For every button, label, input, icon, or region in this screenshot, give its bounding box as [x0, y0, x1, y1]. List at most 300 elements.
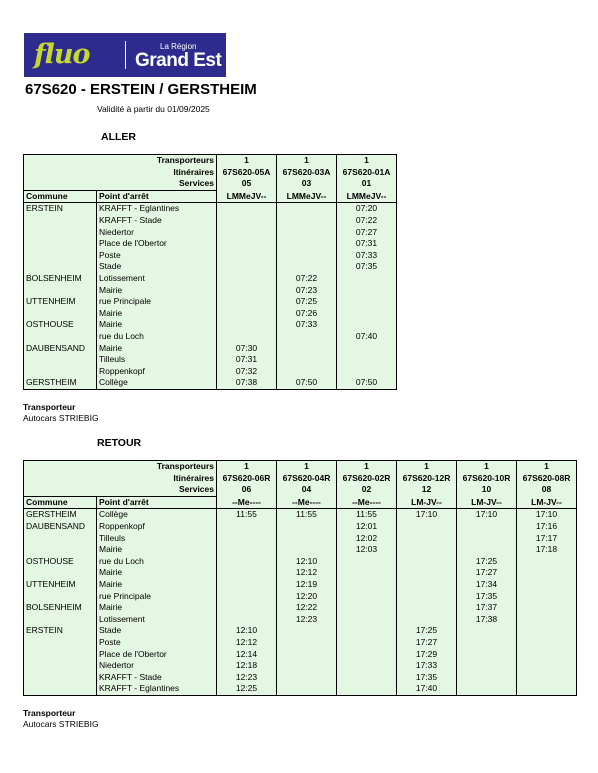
retour-time-cell	[397, 544, 457, 556]
aller-commune-cell: ERSTEIN	[24, 203, 97, 215]
retour-col-service: 08	[517, 484, 577, 496]
aller-stop-cell: Lotissement	[97, 273, 217, 285]
aller-table-row	[24, 227, 397, 239]
aller-time-cell	[277, 261, 337, 273]
retour-time-cell	[517, 637, 577, 649]
fluo-grand-est-logo	[24, 33, 226, 77]
retour-stop-cell: Mairie	[97, 544, 217, 556]
aller-col-transporteur: 1	[337, 155, 397, 167]
aller-time-cell: 07:27	[337, 227, 397, 239]
retour-stop-cell: Place de l'Obertor	[97, 649, 217, 661]
aller-commune-cell: GERSTHEIM	[24, 377, 97, 389]
retour-table-row	[24, 567, 577, 579]
retour-time-cell: 17:17	[517, 533, 577, 545]
retour-time-cell: 17:38	[457, 614, 517, 626]
retour-time-cell	[217, 614, 277, 626]
retour-header-label-service: Services	[24, 484, 217, 496]
retour-time-cell	[517, 625, 577, 637]
aller-col-transporteur: 1	[217, 155, 277, 167]
aller-time-cell	[217, 261, 277, 273]
retour-col-service: 12	[397, 484, 457, 496]
retour-time-cell	[457, 672, 517, 684]
aller-table-row	[24, 250, 397, 262]
aller-header-row-itineraire	[24, 167, 397, 179]
aller-time-cell	[277, 203, 337, 215]
retour-commune-cell: BOLSENHEIM	[24, 602, 97, 614]
retour-time-cell: 17:33	[397, 660, 457, 672]
retour-time-cell: 12:23	[277, 614, 337, 626]
aller-stop-cell: Tilleuls	[97, 354, 217, 366]
retour-table-row	[24, 509, 577, 521]
retour-time-cell: 12:22	[277, 602, 337, 614]
retour-col-itineraire: 67S620-12R	[397, 473, 457, 485]
retour-time-cell	[337, 591, 397, 603]
aller-time-cell	[217, 238, 277, 250]
aller-header-row-stops	[24, 190, 397, 203]
retour-stop-cell: Niedertor	[97, 660, 217, 672]
aller-time-cell: 07:22	[277, 273, 337, 285]
aller-table-row	[24, 215, 397, 227]
retour-time-cell	[337, 556, 397, 568]
retour-time-cell	[397, 567, 457, 579]
aller-table-row	[24, 238, 397, 250]
aller-header-label-itineraire: Itinéraires	[24, 167, 217, 179]
retour-time-cell	[457, 533, 517, 545]
retour-col-days: LM-JV--	[517, 496, 577, 509]
aller-col-transporteur: 1	[277, 155, 337, 167]
retour-table-row	[24, 672, 577, 684]
retour-time-cell: 11:55	[337, 509, 397, 521]
retour-time-cell: 17:10	[397, 509, 457, 521]
retour-header-commune: Commune	[24, 496, 97, 509]
retour-col-service: 04	[277, 484, 337, 496]
aller-heading: ALLER	[101, 131, 136, 143]
aller-header-commune: Commune	[24, 190, 97, 203]
aller-time-cell: 07:35	[337, 261, 397, 273]
aller-col-days: LMMeJV--	[337, 190, 397, 203]
retour-col-itineraire: 67S620-06R	[217, 473, 277, 485]
aller-time-cell	[217, 273, 277, 285]
retour-time-cell	[517, 591, 577, 603]
aller-stop-cell: Mairie	[97, 308, 217, 320]
retour-table-row	[24, 602, 577, 614]
retour-time-cell	[457, 660, 517, 672]
aller-commune-cell	[24, 227, 97, 239]
aller-table-row	[24, 366, 397, 378]
retour-table-row	[24, 660, 577, 672]
retour-time-cell: 12:18	[217, 660, 277, 672]
retour-stop-cell: KRAFFT - Eglantines	[97, 683, 217, 695]
retour-commune-cell	[24, 533, 97, 545]
aller-table-row	[24, 273, 397, 285]
aller-stop-cell: Mairie	[97, 319, 217, 331]
retour-col-service: 10	[457, 484, 517, 496]
retour-time-cell	[337, 637, 397, 649]
retour-time-cell: 12:23	[217, 672, 277, 684]
retour-commune-cell	[24, 591, 97, 603]
aller-stop-cell: rue Principale	[97, 296, 217, 308]
retour-col-service: 02	[337, 484, 397, 496]
retour-time-cell: 12:12	[217, 637, 277, 649]
retour-time-cell: 12:14	[217, 649, 277, 661]
retour-time-cell	[517, 660, 577, 672]
retour-time-cell	[517, 567, 577, 579]
retour-commune-cell	[24, 567, 97, 579]
aller-col-service: 05	[217, 178, 277, 190]
retour-time-cell	[277, 521, 337, 533]
aller-table-row	[24, 296, 397, 308]
aller-time-cell: 07:31	[217, 354, 277, 366]
retour-col-days: --Me----	[337, 496, 397, 509]
retour-time-cell: 17:25	[457, 556, 517, 568]
retour-time-cell	[517, 556, 577, 568]
retour-stop-cell: Poste	[97, 637, 217, 649]
aller-header-stop: Point d'arrêt	[97, 190, 217, 203]
aller-time-cell	[337, 343, 397, 355]
aller-time-cell	[217, 227, 277, 239]
retour-time-cell	[277, 544, 337, 556]
retour-table-row	[24, 649, 577, 661]
aller-stop-cell: Collège	[97, 377, 217, 389]
retour-stop-cell: Mairie	[97, 567, 217, 579]
aller-time-cell	[217, 296, 277, 308]
retour-time-cell	[337, 672, 397, 684]
aller-time-cell	[217, 285, 277, 297]
retour-time-cell	[457, 625, 517, 637]
retour-table-row	[24, 533, 577, 545]
aller-stop-cell: Mairie	[97, 285, 217, 297]
retour-table-row	[24, 591, 577, 603]
aller-time-cell: 07:26	[277, 308, 337, 320]
retour-time-cell	[517, 602, 577, 614]
aller-table-row	[24, 331, 397, 343]
retour-time-cell: 17:35	[397, 672, 457, 684]
aller-time-cell	[217, 308, 277, 320]
retour-time-cell	[337, 602, 397, 614]
retour-time-cell	[337, 625, 397, 637]
retour-col-service: 06	[217, 484, 277, 496]
retour-table-row	[24, 521, 577, 533]
aller-col-itineraire: 67S620-01A	[337, 167, 397, 179]
aller-time-cell	[277, 331, 337, 343]
aller-col-days: LMMeJV--	[277, 190, 337, 203]
aller-time-cell: 07:23	[277, 285, 337, 297]
aller-table-row	[24, 377, 397, 389]
aller-time-cell	[277, 354, 337, 366]
aller-header-label-transporteur: Transporteurs	[24, 155, 217, 167]
logo-divider	[125, 41, 126, 69]
retour-header-row-stops	[24, 496, 577, 509]
aller-header-row-transporteur	[24, 155, 397, 167]
aller-header-label-service: Services	[24, 178, 217, 190]
aller-time-cell	[217, 250, 277, 262]
retour-header-row-itineraire	[24, 473, 577, 485]
retour-time-cell: 11:55	[277, 509, 337, 521]
retour-time-cell	[457, 683, 517, 695]
aller-col-service: 03	[277, 178, 337, 190]
aller-time-cell	[337, 273, 397, 285]
retour-table-row	[24, 544, 577, 556]
retour-stop-cell: Tilleuls	[97, 533, 217, 545]
aller-col-service: 01	[337, 178, 397, 190]
aller-time-cell	[337, 285, 397, 297]
retour-col-itineraire: 67S620-10R	[457, 473, 517, 485]
retour-time-cell	[337, 614, 397, 626]
retour-commune-cell: UTTENHEIM	[24, 579, 97, 591]
aller-time-cell: 07:22	[337, 215, 397, 227]
retour-time-cell	[277, 683, 337, 695]
retour-time-cell: 12:12	[277, 567, 337, 579]
aller-col-itineraire: 67S620-03A	[277, 167, 337, 179]
retour-time-cell: 11:55	[217, 509, 277, 521]
aller-stop-cell: Niedertor	[97, 227, 217, 239]
aller-commune-cell: BOLSENHEIM	[24, 273, 97, 285]
aller-table-row	[24, 285, 397, 297]
aller-time-cell	[217, 331, 277, 343]
retour-commune-cell	[24, 614, 97, 626]
retour-col-itineraire: 67S620-08R	[517, 473, 577, 485]
retour-stop-cell: Lotissement	[97, 614, 217, 626]
retour-time-cell	[397, 579, 457, 591]
retour-time-cell: 17:27	[397, 637, 457, 649]
retour-time-cell: 12:19	[277, 579, 337, 591]
aller-table-row	[24, 261, 397, 273]
retour-table-row	[24, 625, 577, 637]
retour-time-cell: 17:37	[457, 602, 517, 614]
aller-header-row-service	[24, 178, 397, 190]
retour-time-cell	[217, 544, 277, 556]
retour-time-cell	[277, 660, 337, 672]
aller-table-row	[24, 203, 397, 215]
aller-stop-cell: Stade	[97, 261, 217, 273]
retour-time-cell	[217, 533, 277, 545]
retour-time-cell	[337, 649, 397, 661]
logo-region-small: La Région	[160, 42, 197, 51]
retour-transporteur-name: Autocars STRIEBIG	[23, 719, 99, 729]
aller-commune-cell	[24, 285, 97, 297]
aller-table-row	[24, 354, 397, 366]
retour-time-cell: 12:02	[337, 533, 397, 545]
retour-time-cell	[457, 521, 517, 533]
retour-col-itineraire: 67S620-04R	[277, 473, 337, 485]
retour-stop-cell: rue Principale	[97, 591, 217, 603]
retour-commune-cell: OSTHOUSE	[24, 556, 97, 568]
retour-commune-cell	[24, 649, 97, 661]
aller-time-cell: 07:20	[337, 203, 397, 215]
aller-time-cell: 07:30	[217, 343, 277, 355]
aller-time-cell	[217, 319, 277, 331]
aller-time-cell	[337, 366, 397, 378]
retour-time-cell	[517, 614, 577, 626]
retour-header-stop: Point d'arrêt	[97, 496, 217, 509]
retour-time-cell: 17:34	[457, 579, 517, 591]
aller-time-cell	[277, 238, 337, 250]
aller-commune-cell	[24, 261, 97, 273]
aller-stop-cell: Mairie	[97, 343, 217, 355]
aller-time-cell: 07:38	[217, 377, 277, 389]
retour-time-cell	[277, 649, 337, 661]
retour-time-cell	[397, 614, 457, 626]
retour-time-cell	[217, 567, 277, 579]
retour-col-itineraire: 67S620-02R	[337, 473, 397, 485]
retour-timetable	[23, 460, 577, 696]
retour-col-days: LM-JV--	[397, 496, 457, 509]
retour-time-cell	[457, 544, 517, 556]
retour-time-cell: 12:20	[277, 591, 337, 603]
retour-time-cell: 17:29	[397, 649, 457, 661]
retour-commune-cell	[24, 660, 97, 672]
aller-time-cell: 07:25	[277, 296, 337, 308]
aller-time-cell: 07:31	[337, 238, 397, 250]
retour-time-cell	[397, 591, 457, 603]
aller-time-cell: 07:32	[217, 366, 277, 378]
page-title: 67S620 - ERSTEIN / GERSTHEIM	[25, 81, 257, 98]
retour-time-cell: 12:25	[217, 683, 277, 695]
aller-transporteur-name: Autocars STRIEBIG	[23, 413, 99, 423]
retour-col-transporteur: 1	[217, 461, 277, 473]
retour-time-cell	[457, 649, 517, 661]
retour-time-cell	[217, 556, 277, 568]
retour-time-cell	[337, 567, 397, 579]
aller-commune-cell	[24, 366, 97, 378]
aller-time-cell	[217, 203, 277, 215]
retour-time-cell	[337, 683, 397, 695]
aller-time-cell: 07:33	[337, 250, 397, 262]
retour-time-cell: 17:27	[457, 567, 517, 579]
retour-commune-cell: GERSTHEIM	[24, 509, 97, 521]
aller-transporteur-heading: Transporteur	[23, 402, 76, 412]
retour-stop-cell: rue du Loch	[97, 556, 217, 568]
retour-table-row	[24, 683, 577, 695]
retour-time-cell	[397, 602, 457, 614]
retour-time-cell	[337, 579, 397, 591]
retour-col-transporteur: 1	[397, 461, 457, 473]
aller-time-cell	[277, 366, 337, 378]
aller-col-days: LMMeJV--	[217, 190, 277, 203]
retour-col-transporteur: 1	[337, 461, 397, 473]
retour-header-label-transporteur: Transporteurs	[24, 461, 217, 473]
retour-time-cell	[337, 660, 397, 672]
aller-commune-cell	[24, 331, 97, 343]
aller-commune-cell: OSTHOUSE	[24, 319, 97, 331]
aller-commune-cell: UTTENHEIM	[24, 296, 97, 308]
aller-commune-cell	[24, 354, 97, 366]
retour-time-cell	[277, 637, 337, 649]
retour-transporteur-heading: Transporteur	[23, 708, 76, 718]
retour-col-transporteur: 1	[517, 461, 577, 473]
retour-col-days: --Me----	[217, 496, 277, 509]
logo-region-big: Grand Est	[135, 50, 222, 71]
aller-table-row	[24, 319, 397, 331]
aller-time-cell	[277, 343, 337, 355]
retour-stop-cell: Collège	[97, 509, 217, 521]
retour-time-cell: 17:35	[457, 591, 517, 603]
retour-time-cell: 12:03	[337, 544, 397, 556]
retour-table-row	[24, 556, 577, 568]
aller-table-row	[24, 308, 397, 320]
validity-date: Validité à partir du 01/09/2025	[97, 104, 210, 114]
retour-time-cell	[457, 637, 517, 649]
aller-time-cell: 07:40	[337, 331, 397, 343]
aller-time-cell	[337, 308, 397, 320]
retour-commune-cell	[24, 672, 97, 684]
retour-time-cell	[397, 556, 457, 568]
retour-time-cell: 17:25	[397, 625, 457, 637]
retour-time-cell	[277, 672, 337, 684]
retour-time-cell	[397, 521, 457, 533]
aller-time-cell: 07:33	[277, 319, 337, 331]
retour-commune-cell	[24, 544, 97, 556]
retour-table-row	[24, 614, 577, 626]
aller-commune-cell	[24, 215, 97, 227]
retour-header-label-itineraire: Itinéraires	[24, 473, 217, 485]
aller-time-cell	[337, 296, 397, 308]
retour-time-cell: 17:18	[517, 544, 577, 556]
retour-time-cell	[517, 579, 577, 591]
aller-commune-cell: DAUBENSAND	[24, 343, 97, 355]
aller-commune-cell	[24, 238, 97, 250]
aller-stop-cell: KRAFFT - Stade	[97, 215, 217, 227]
retour-col-days: --Me----	[277, 496, 337, 509]
aller-stop-cell: KRAFFT - Eglantines	[97, 203, 217, 215]
retour-heading: RETOUR	[97, 437, 142, 449]
retour-time-cell	[277, 625, 337, 637]
retour-time-cell	[517, 672, 577, 684]
aller-col-itineraire: 67S620-05A	[217, 167, 277, 179]
aller-table-row	[24, 343, 397, 355]
retour-stop-cell: KRAFFT - Stade	[97, 672, 217, 684]
retour-time-cell: 17:16	[517, 521, 577, 533]
retour-table-row	[24, 579, 577, 591]
retour-col-transporteur: 1	[277, 461, 337, 473]
aller-time-cell	[337, 354, 397, 366]
retour-time-cell: 12:10	[217, 625, 277, 637]
aller-timetable	[23, 154, 397, 390]
aller-time-cell	[337, 319, 397, 331]
retour-time-cell	[277, 533, 337, 545]
retour-time-cell	[517, 683, 577, 695]
retour-time-cell	[517, 649, 577, 661]
aller-stop-cell: Place de l'Obertor	[97, 238, 217, 250]
aller-stop-cell: rue du Loch	[97, 331, 217, 343]
aller-time-cell	[277, 250, 337, 262]
aller-stop-cell: Roppenkopf	[97, 366, 217, 378]
retour-header-row-service	[24, 484, 577, 496]
aller-stop-cell: Poste	[97, 250, 217, 262]
logo-brand: fluo	[34, 39, 90, 70]
retour-time-cell: 17:10	[517, 509, 577, 521]
retour-table-row	[24, 637, 577, 649]
retour-stop-cell: Stade	[97, 625, 217, 637]
retour-time-cell	[217, 591, 277, 603]
aller-time-cell	[277, 215, 337, 227]
retour-header-row-transporteur	[24, 461, 577, 473]
retour-commune-cell: DAUBENSAND	[24, 521, 97, 533]
aller-commune-cell	[24, 250, 97, 262]
aller-time-cell: 07:50	[277, 377, 337, 389]
retour-time-cell: 12:01	[337, 521, 397, 533]
aller-time-cell	[217, 215, 277, 227]
aller-time-cell: 07:50	[337, 377, 397, 389]
retour-time-cell: 17:40	[397, 683, 457, 695]
retour-time-cell: 12:10	[277, 556, 337, 568]
retour-time-cell	[397, 533, 457, 545]
retour-col-transporteur: 1	[457, 461, 517, 473]
retour-col-days: LM-JV--	[457, 496, 517, 509]
retour-commune-cell: ERSTEIN	[24, 625, 97, 637]
retour-commune-cell	[24, 637, 97, 649]
retour-time-cell	[217, 602, 277, 614]
